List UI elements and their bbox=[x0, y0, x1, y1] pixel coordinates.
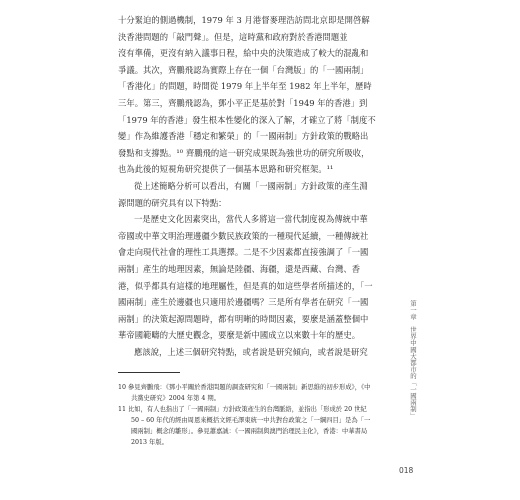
body-line: 兩制」產生的地理因素，無論是陸疆、海疆，還是西藏、台灣、香 bbox=[118, 263, 361, 274]
body-line: 爭議。其次，齊鵬飛認為實際上存在一個「台灣版」的「一國兩制」 bbox=[118, 64, 369, 75]
footnote-line: 共黨史研究》2004 年第 4 期。 bbox=[131, 395, 221, 402]
footnote-line: 50 – 60 年代的經由周恩來概括文經毛澤東統一中共對台政策之「一綱四目」是為「一 bbox=[131, 417, 371, 424]
body-line: 帝國或中華文明治理邊疆少數民族政策的一種現代延續，一種傳統社 bbox=[118, 230, 369, 241]
body-text bbox=[118, 12, 393, 360]
body-line: 變」作為維護香港「穩定和繁榮」的「一國兩制」方針政策的戰略出 bbox=[118, 131, 369, 142]
body-line: 「香港化」的問題，時間從 1979 年上半年至 1982 年上半年，歷時 bbox=[118, 81, 372, 92]
footnote-line: 2013 年版。 bbox=[131, 439, 168, 446]
footnote-line: 國兩制」概念的雛形」。參見蕭嘉誠：《一國兩制與澳門治理民主化》，香港：中華書局 bbox=[131, 428, 368, 435]
footnote-rule bbox=[118, 372, 180, 373]
footnote-line: 11 比如，有人也指出了「一國兩制」方針政策產生的台灣脈絡，並指出「形成於 20 世紀 bbox=[118, 406, 367, 413]
body-line: 沒有準備，更沒有納入議事日程，給中央的決策造成了較大的混亂和 bbox=[118, 48, 369, 59]
body-line: 也為此後的短視角研究提供了一個基本思路和研究框架。¹¹ bbox=[118, 164, 334, 175]
body-line: 源問題的研究具有以下特點： bbox=[118, 197, 227, 208]
body-line: 華帝國範疇的大歷史觀念，要麼是新中國成立以來數十年的歷史。 bbox=[118, 330, 361, 341]
footnotes bbox=[118, 382, 393, 448]
body-line: 從上述簡略分析可以看出，有關「一國兩制」方針政策的產生淵 bbox=[134, 180, 368, 191]
body-line: 發點和支撐點。¹⁰ 齊鵬飛的這一研究成果既為強世功的研究所吸收， bbox=[118, 147, 370, 158]
body-line: 「1979 年的香港」發生根本性變化的深入了解，才確立了將「制度不 bbox=[118, 114, 376, 125]
running-head: 第一章 世界中國大都市的「一國兩制」 bbox=[409, 300, 417, 419]
footnote-line: 10 參見齊鵬飛：《鄧小平關於香港問題的調查研究和「一國兩制」新思維的初步形成》，《中 bbox=[118, 384, 371, 391]
body-line: 三年。第三，齊鵬飛認為，鄧小平正是基於對「1949 年的香港」到 bbox=[118, 97, 368, 108]
body-line: 一是歷史文化因素突出，當代人多將這一當代制度視為傳統中華 bbox=[134, 214, 368, 225]
page-number: 018 bbox=[399, 466, 414, 475]
body-line: 決香港問題的「敲門聲」。但是，這時黨和政府對於香港問題並 bbox=[118, 31, 348, 42]
body-line: 十分緊迫的側過機制，1979 年 3 月港督麥理浩訪問北京即是開啓解 bbox=[118, 15, 370, 25]
body-line: 港，似乎都具有這樣的地理屬性，但是真的如這些學者所描述的，「一 bbox=[118, 280, 373, 291]
body-line: 會走向現代社會的理性工具選擇。二是不少因素都直接強調了「一國 bbox=[118, 247, 369, 258]
body-line: 國兩制」產生於邊疆也只適用於邊疆嗎？三是所有學者在研究「一國 bbox=[118, 297, 369, 308]
body-line: 兩制」的決策起源問題時，都有明晰的時間因素，要麼是涵蓋整個中 bbox=[118, 313, 369, 324]
body-line: 應該說，上述三個研究特點，或者說是研究傾向，或者說是研究 bbox=[134, 346, 368, 357]
